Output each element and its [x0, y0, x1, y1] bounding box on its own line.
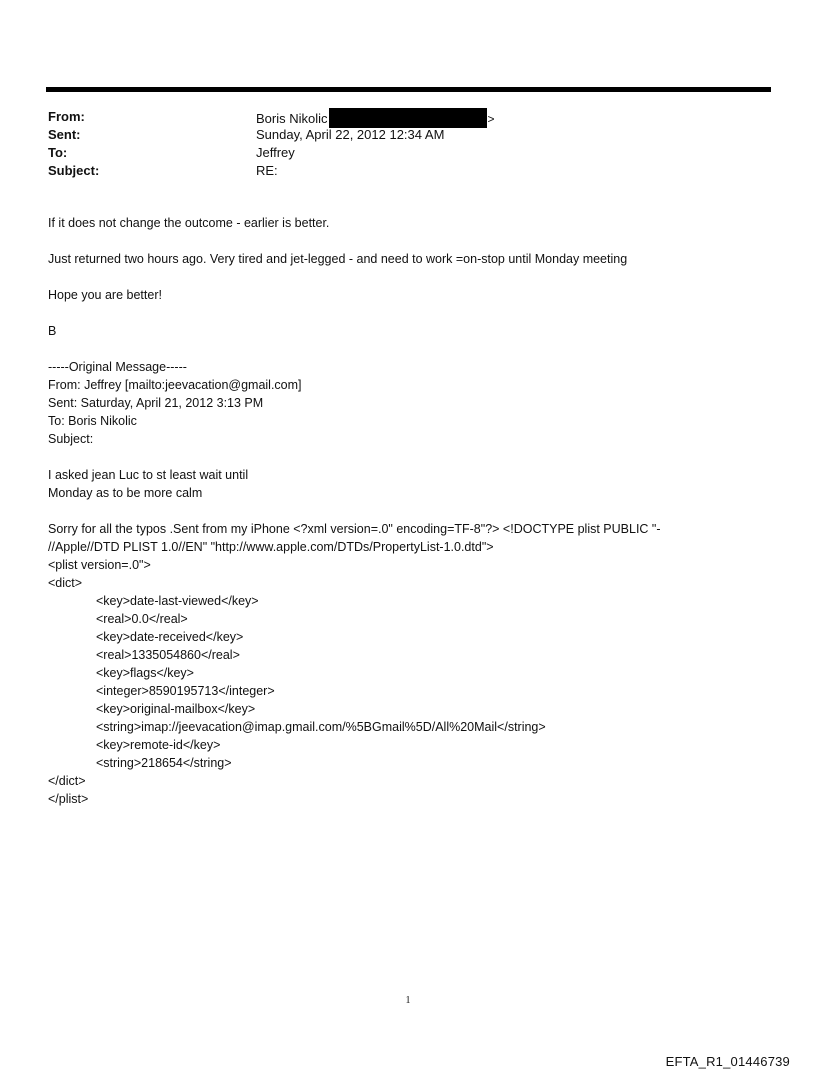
- plist-line: <real>0.0</real>: [96, 612, 188, 626]
- from-row: [48, 108, 748, 126]
- plist-line: <plist version=.0">: [48, 558, 151, 572]
- from-value: [256, 108, 495, 128]
- email-header: [48, 108, 748, 180]
- sender-name: Boris Nikolic: [256, 111, 328, 126]
- plist-line: <real>1335054860</real>: [96, 648, 240, 662]
- plist-line: <string>218654</string>: [96, 756, 232, 770]
- email-body: [48, 214, 748, 808]
- bates-number: EFTA_R1_01446739: [665, 1054, 790, 1069]
- plist-line: <key>remote-id</key>: [96, 738, 221, 752]
- plist-line: <key>flags</key>: [96, 666, 194, 680]
- plist-line: <key>original-mailbox</key>: [96, 702, 256, 716]
- original-sent: Sent: Saturday, April 21, 2012 3:13 PM: [48, 396, 264, 410]
- sent-label: Sent:: [48, 127, 81, 142]
- page-number: 1: [405, 995, 411, 1006]
- email-bracket: >: [487, 112, 495, 126]
- original-from: From: Jeffrey [mailto:jeevacation@gmail.com]: [48, 378, 302, 392]
- plist-line: <integer>8590195713</integer>: [96, 684, 275, 698]
- subject-row: [48, 162, 748, 180]
- to-row: [48, 144, 748, 162]
- plist-line: <key>date-last-viewed</key>: [96, 594, 259, 608]
- sent-value: Sunday, April 22, 2012 12:34 AM: [256, 127, 445, 142]
- original-message-line: Monday as to be more calm: [48, 486, 203, 500]
- subject-value: RE:: [256, 163, 278, 178]
- redaction-block: [329, 108, 487, 128]
- plist-line: <dict>: [48, 576, 83, 590]
- plist-line: </plist>: [48, 792, 89, 806]
- from-label: From:: [48, 109, 85, 124]
- body-line: Just returned two hours ago. Very tired and jet-legged - and need to work =on-stop until Monday meeting: [48, 252, 628, 266]
- subject-label: Subject:: [48, 163, 100, 178]
- signature-line: Sorry for all the typos .Sent from my iPhone <?xml version=.0" encoding=TF-8"?> <!DOCTYPE plist PUBLIC "-: [48, 522, 661, 536]
- body-line: If it does not change the outcome - earlier is better.: [48, 216, 330, 230]
- plist-line: <key>date-received</key>: [96, 630, 244, 644]
- plist-line: </dict>: [48, 774, 86, 788]
- sent-row: [48, 126, 748, 144]
- original-divider: -----Original Message-----: [48, 360, 187, 374]
- signature-line: //Apple//DTD PLIST 1.0//EN" "http://www.apple.com/DTDs/PropertyList-1.0.dtd">: [48, 540, 494, 554]
- plist-line: <string>imap://jeevacation@imap.gmail.com/%5BGmail%5D/All%20Mail</string>: [96, 720, 546, 734]
- to-label: To:: [48, 145, 68, 160]
- body-line: Hope you are better!: [48, 288, 162, 302]
- original-message-line: I asked jean Luc to st least wait until: [48, 468, 249, 482]
- signature-initial: B: [48, 324, 57, 338]
- to-value: Jeffrey: [256, 145, 295, 160]
- original-to: To: Boris Nikolic: [48, 414, 137, 428]
- header-rule: [46, 87, 771, 92]
- original-subject: Subject:: [48, 432, 94, 446]
